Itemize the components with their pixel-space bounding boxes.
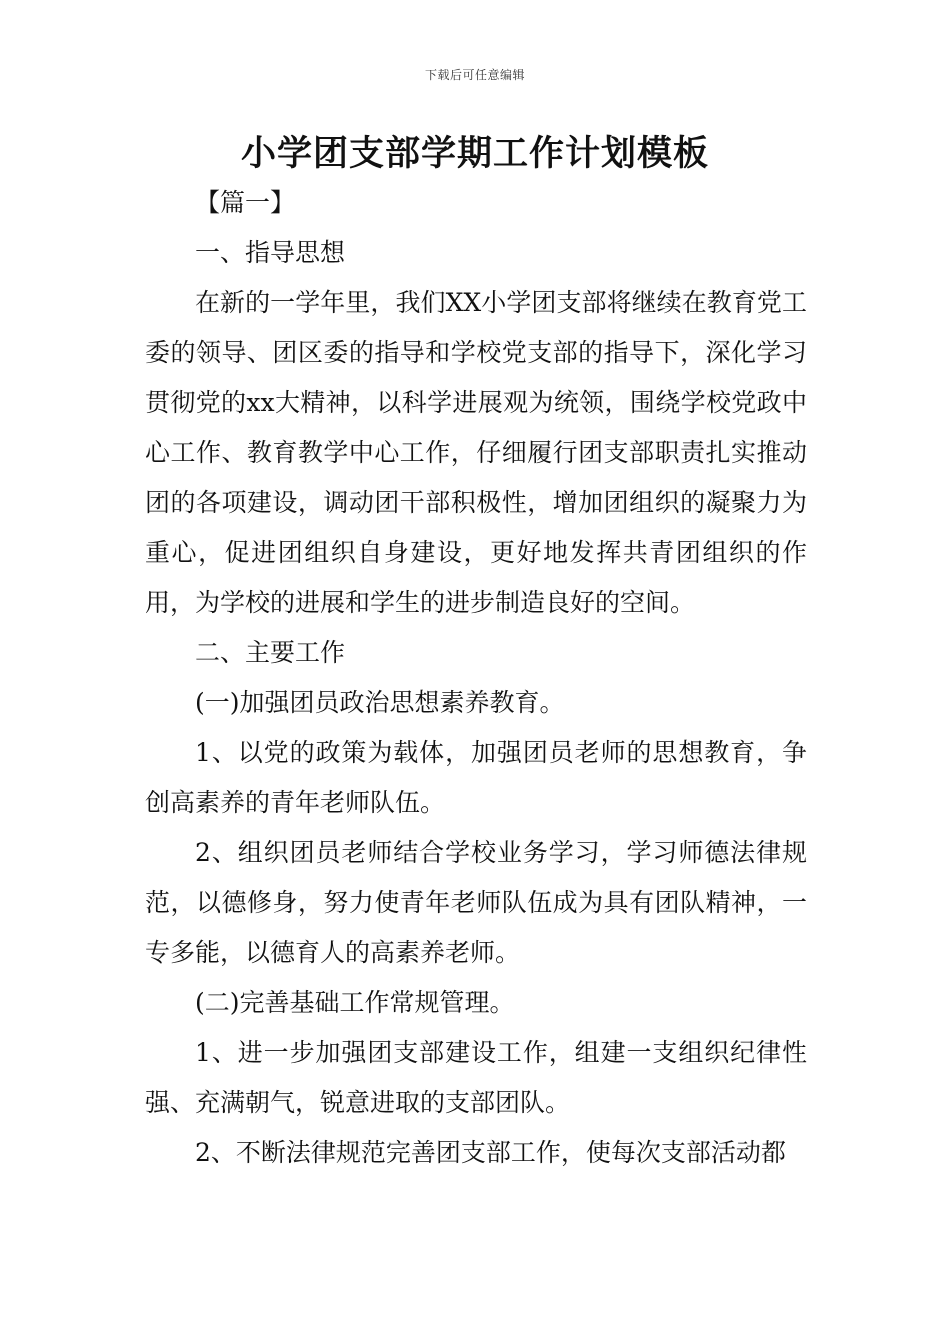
header-note: 下载后可任意编辑 — [424, 68, 525, 82]
list-item: 1、以党的政策为载体，加强团员老师的思想教育，争创高素养的青年老师队伍。 — [145, 738, 807, 817]
document-body — [145, 178, 807, 1178]
subheading-routine-management: (二)完善基础工作常规管理。 — [195, 988, 515, 1017]
subheading-political-education: (一)加强团员政治思想素养教育。 — [195, 688, 565, 717]
section-tag: 【篇一】 — [195, 188, 296, 217]
heading-guiding-ideology: 一、指导思想 — [195, 238, 346, 267]
list-item: 2、不断法律规范完善团支部工作，使每次支部活动都 — [195, 1138, 786, 1167]
heading-main-work: 二、主要工作 — [195, 638, 346, 667]
document-title: 小学团支部学期工作计划模板 — [240, 134, 709, 174]
paragraph-guiding-ideology: 在新的一学年里，我们XX小学团支部将继续在教育党工委的领导、团区委的指导和学校党支部的指导下，深化学习贯彻党的xx大精神，以科学进展观为统领，围绕学校党政中心工作、教育教学中心工作，仔细履行团支部职责扎实推动团的各项建设，调动团干部积极性，增加团组织的凝聚力为重心，促进团组织自身建设，更好地发挥共青团组织的作用，为学校的进展和学生的进步制造良好的空间。 — [145, 288, 807, 617]
list-item: 1、进一步加强团支部建设工作，组建一支组织纪律性强、充满朝气，锐意进取的支部团队。 — [145, 1038, 807, 1117]
list-item: 2、组织团员老师结合学校业务学习，学习师德法律规范，以德修身，努力使青年老师队伍成为具有团队精神，一专多能，以德育人的高素养老师。 — [145, 838, 807, 967]
